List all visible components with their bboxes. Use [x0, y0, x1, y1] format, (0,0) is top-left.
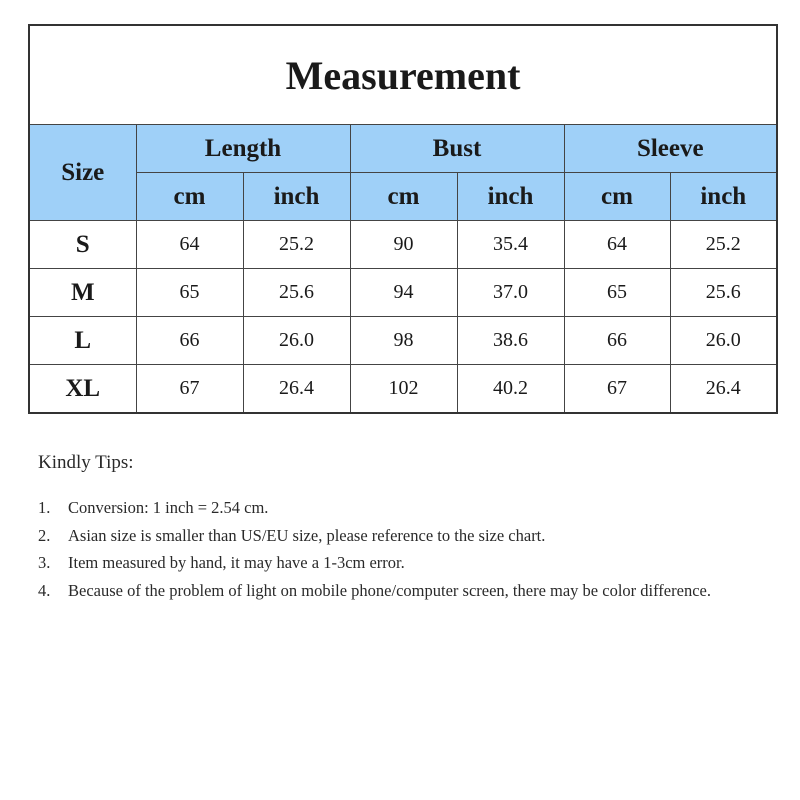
tip-number: 2.	[38, 525, 51, 545]
sleeve-cm-header: cm	[564, 173, 670, 221]
bust-inch-header: inch	[457, 173, 564, 221]
table-cell: 26.4	[670, 365, 777, 414]
table-cell: 35.4	[457, 221, 564, 269]
size-cell: S	[29, 221, 136, 269]
table-row	[29, 269, 777, 317]
length-group-header: Length	[136, 125, 350, 173]
size-cell: XL	[29, 365, 136, 414]
table-cell: 26.0	[243, 317, 350, 365]
sleeve-group-header: Sleeve	[564, 125, 777, 173]
table-cell: 25.6	[243, 269, 350, 317]
tip-item	[38, 494, 758, 522]
tip-text: Item measured by hand, it may have a 1-3cm error.	[68, 553, 405, 572]
table-cell: 26.4	[243, 365, 350, 414]
tips-list	[38, 494, 758, 604]
tip-text: Because of the problem of light on mobile phone/computer screen, there may be color difference.	[68, 580, 711, 600]
table-cell: 38.6	[457, 317, 564, 365]
tip-item	[38, 577, 758, 605]
tip-number: 3.	[38, 553, 51, 572]
length-inch-header: inch	[243, 173, 350, 221]
table-row	[29, 221, 777, 269]
table-cell: 26.0	[670, 317, 777, 365]
table-cell: 94	[350, 269, 457, 317]
size-cell: M	[29, 269, 136, 317]
sleeve-inch-header: inch	[670, 173, 777, 221]
table-cell: 67	[136, 365, 243, 414]
tip-item	[38, 522, 758, 550]
kindly-tips-section	[38, 452, 758, 604]
table-cell: 65	[564, 269, 670, 317]
table-cell: 25.2	[243, 221, 350, 269]
table-cell: 98	[350, 317, 457, 365]
tips-title: Kindly Tips:	[38, 452, 134, 473]
tip-text: Asian size is smaller than US/EU size, please reference to the size chart.	[68, 525, 546, 545]
table-cell: 65	[136, 269, 243, 317]
table-cell: 64	[564, 221, 670, 269]
table-cell: 102	[350, 365, 457, 414]
tip-text: Conversion: 1 inch = 2.54 cm.	[68, 498, 269, 517]
table-cell: 25.6	[670, 269, 777, 317]
table-title: Measurement	[29, 25, 777, 125]
table-cell: 37.0	[457, 269, 564, 317]
bust-group-header: Bust	[350, 125, 564, 173]
table-cell: 66	[564, 317, 670, 365]
size-column-header: Size	[29, 125, 136, 221]
table-cell: 25.2	[670, 221, 777, 269]
size-cell: L	[29, 317, 136, 365]
table-cell: 40.2	[457, 365, 564, 414]
bust-cm-header: cm	[350, 173, 457, 221]
tip-number: 1.	[38, 498, 51, 517]
size-chart-table	[28, 24, 778, 414]
table-row	[29, 317, 777, 365]
table-cell: 90	[350, 221, 457, 269]
table-cell: 64	[136, 221, 243, 269]
tip-item	[38, 549, 758, 577]
table-cell: 66	[136, 317, 243, 365]
table-row	[29, 365, 777, 414]
length-cm-header: cm	[136, 173, 243, 221]
tip-number: 4.	[38, 580, 51, 600]
table-cell: 67	[564, 365, 670, 414]
